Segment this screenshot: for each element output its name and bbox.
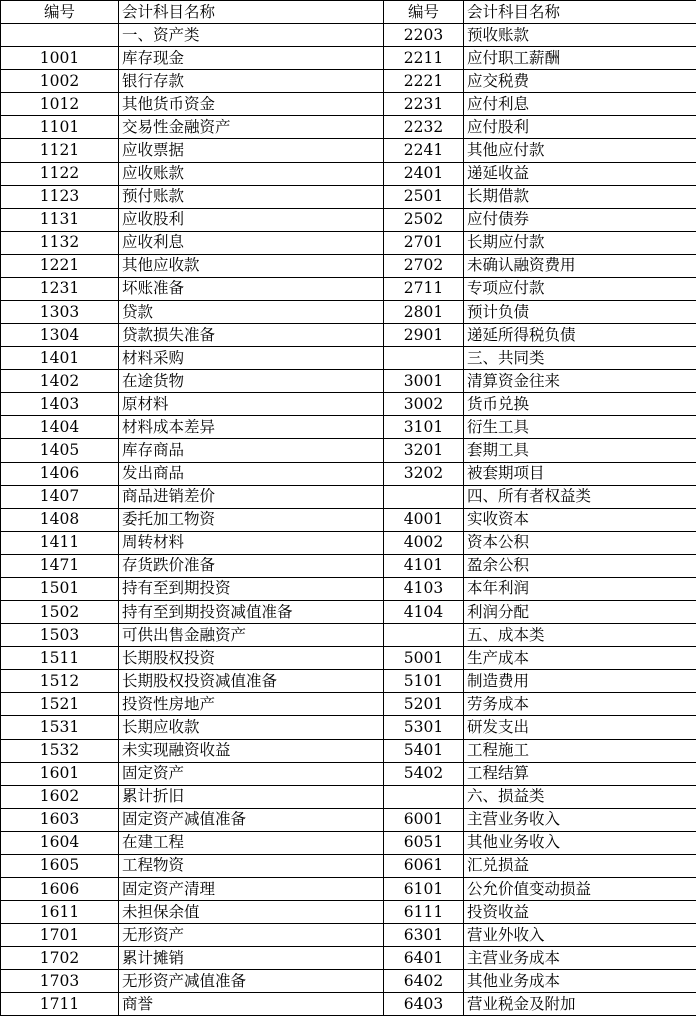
cell-name-left: 应收票据 [119, 139, 384, 162]
cell-name-left: 其他应收款 [119, 254, 384, 277]
cell-code-right: 5201 [384, 693, 464, 716]
cell-name-left: 长期股权投资 [119, 647, 384, 670]
table-row [1, 970, 696, 993]
cell-name-right: 递延收益 [464, 162, 696, 185]
table-row [1, 370, 696, 393]
table-row [1, 24, 696, 47]
cell-name-left: 预付账款 [119, 185, 384, 208]
cell-name-right: 应付股利 [464, 116, 696, 139]
table-row [1, 624, 696, 647]
cell-name-right: 五、成本类 [464, 624, 696, 647]
cell-code-left: 1611 [1, 901, 119, 924]
header-code-right: 编号 [384, 1, 464, 24]
cell-code-left: 1501 [1, 577, 119, 600]
cell-name-left: 委托加工物资 [119, 508, 384, 531]
cell-name-right: 货币兑换 [464, 393, 696, 416]
cell-name-left: 持有至到期投资减值准备 [119, 601, 384, 624]
cell-code-left: 1411 [1, 531, 119, 554]
cell-name-right: 投资收益 [464, 901, 696, 924]
cell-code-right: 4101 [384, 554, 464, 577]
cell-code-right: 6101 [384, 877, 464, 900]
cell-name-right: 盈余公积 [464, 554, 696, 577]
cell-name-right: 衍生工具 [464, 416, 696, 439]
table-row [1, 647, 696, 670]
cell-name-right: 预计负债 [464, 301, 696, 324]
cell-name-left: 商品进销差价 [119, 485, 384, 508]
table-row [1, 947, 696, 970]
cell-name-right: 未确认融资费用 [464, 254, 696, 277]
cell-name-left: 未实现融资收益 [119, 739, 384, 762]
cell-code-left: 1402 [1, 370, 119, 393]
table-row [1, 254, 696, 277]
cell-code-right: 2901 [384, 324, 464, 347]
cell-name-right: 营业税金及附加 [464, 993, 696, 1016]
cell-name-left: 投资性房地产 [119, 693, 384, 716]
header-name-right: 会计科目名称 [464, 1, 696, 24]
cell-code-left: 1405 [1, 439, 119, 462]
cell-code-right: 2801 [384, 301, 464, 324]
cell-code-right: 6001 [384, 808, 464, 831]
cell-name-left: 无形资产减值准备 [119, 970, 384, 993]
cell-code-left: 1408 [1, 508, 119, 531]
cell-code-right: 5301 [384, 716, 464, 739]
cell-name-right: 制造费用 [464, 670, 696, 693]
cell-name-left: 累计折旧 [119, 785, 384, 808]
cell-name-left: 库存现金 [119, 47, 384, 70]
cell-name-left: 应收账款 [119, 162, 384, 185]
cell-name-right: 预收账款 [464, 24, 696, 47]
cell-code-right: 2401 [384, 162, 464, 185]
cell-name-right: 劳务成本 [464, 693, 696, 716]
table-row [1, 139, 696, 162]
table-row [1, 762, 696, 785]
table-row [1, 854, 696, 877]
cell-name-left: 原材料 [119, 393, 384, 416]
table-row [1, 116, 696, 139]
cell-code-left: 1101 [1, 116, 119, 139]
cell-code-right: 4104 [384, 601, 464, 624]
cell-name-left: 贷款 [119, 301, 384, 324]
table-row [1, 508, 696, 531]
cell-code-right: 4001 [384, 508, 464, 531]
cell-code-left: 1605 [1, 854, 119, 877]
table-row [1, 831, 696, 854]
cell-code-left: 1602 [1, 785, 119, 808]
cell-code-right: 6061 [384, 854, 464, 877]
cell-code-left: 1012 [1, 93, 119, 116]
cell-code-right [384, 785, 464, 808]
cell-name-left: 工程物资 [119, 854, 384, 877]
cell-code-left: 1532 [1, 739, 119, 762]
cell-code-left: 1502 [1, 601, 119, 624]
table-row [1, 993, 696, 1016]
cell-name-left: 存货跌价准备 [119, 554, 384, 577]
cell-name-left: 无形资产 [119, 924, 384, 947]
table-row [1, 393, 696, 416]
cell-name-left: 在建工程 [119, 831, 384, 854]
cell-name-left: 累计摊销 [119, 947, 384, 970]
cell-code-right: 2232 [384, 116, 464, 139]
cell-code-left: 1407 [1, 485, 119, 508]
cell-code-right: 2231 [384, 93, 464, 116]
cell-name-right: 实收资本 [464, 508, 696, 531]
cell-name-right: 本年利润 [464, 577, 696, 600]
cell-name-right: 主营业务收入 [464, 808, 696, 831]
header-name-left: 会计科目名称 [119, 1, 384, 24]
header-code-left: 编号 [1, 1, 119, 24]
cell-code-left: 1123 [1, 185, 119, 208]
cell-name-right: 递延所得税负债 [464, 324, 696, 347]
cell-name-right: 其他应付款 [464, 139, 696, 162]
cell-code-left: 1503 [1, 624, 119, 647]
cell-name-left: 一、资产类 [119, 24, 384, 47]
cell-name-left: 未担保余值 [119, 901, 384, 924]
cell-code-right [384, 624, 464, 647]
cell-name-left: 周转材料 [119, 531, 384, 554]
cell-code-left: 1221 [1, 254, 119, 277]
cell-code-right [384, 347, 464, 370]
cell-code-left: 1512 [1, 670, 119, 693]
cell-name-right: 三、共同类 [464, 347, 696, 370]
cell-name-left: 材料采购 [119, 347, 384, 370]
cell-code-right: 6111 [384, 901, 464, 924]
cell-code-right: 3101 [384, 416, 464, 439]
table-row [1, 485, 696, 508]
cell-name-left: 材料成本差异 [119, 416, 384, 439]
header-row [1, 1, 696, 24]
cell-name-left: 应收股利 [119, 208, 384, 231]
table-row [1, 739, 696, 762]
cell-name-right: 长期借款 [464, 185, 696, 208]
cell-code-left: 1001 [1, 47, 119, 70]
cell-name-left: 库存商品 [119, 439, 384, 462]
cell-name-left: 长期股权投资减值准备 [119, 670, 384, 693]
cell-name-right: 主营业务成本 [464, 947, 696, 970]
table-row [1, 347, 696, 370]
cell-code-right: 5001 [384, 647, 464, 670]
cell-code-left: 1511 [1, 647, 119, 670]
cell-code-left: 1002 [1, 70, 119, 93]
cell-code-right: 3202 [384, 462, 464, 485]
cell-name-right: 利润分配 [464, 601, 696, 624]
cell-name-right: 资本公积 [464, 531, 696, 554]
cell-code-right: 2711 [384, 277, 464, 300]
cell-code-right [384, 485, 464, 508]
cell-code-left: 1132 [1, 231, 119, 254]
table-row [1, 416, 696, 439]
table-row [1, 301, 696, 324]
cell-name-right: 应付债券 [464, 208, 696, 231]
cell-name-right: 应交税费 [464, 70, 696, 93]
cell-name-right: 工程施工 [464, 739, 696, 762]
cell-code-left: 1401 [1, 347, 119, 370]
cell-name-left: 在途货物 [119, 370, 384, 393]
cell-code-left: 1601 [1, 762, 119, 785]
cell-name-left: 长期应收款 [119, 716, 384, 739]
cell-code-left: 1121 [1, 139, 119, 162]
table-row [1, 924, 696, 947]
cell-code-right: 2211 [384, 47, 464, 70]
cell-code-right: 2241 [384, 139, 464, 162]
cell-code-left: 1603 [1, 808, 119, 831]
table-row [1, 808, 696, 831]
cell-code-right: 5101 [384, 670, 464, 693]
table-row [1, 277, 696, 300]
cell-code-right: 3002 [384, 393, 464, 416]
table-row [1, 162, 696, 185]
cell-name-left: 坏账准备 [119, 277, 384, 300]
cell-name-left: 发出商品 [119, 462, 384, 485]
cell-code-right: 2203 [384, 24, 464, 47]
cell-name-right: 四、所有者权益类 [464, 485, 696, 508]
cell-name-right: 清算资金往来 [464, 370, 696, 393]
table-row [1, 439, 696, 462]
table-row [1, 554, 696, 577]
cell-code-right: 6051 [384, 831, 464, 854]
cell-name-right: 套期工具 [464, 439, 696, 462]
cell-name-right: 公允价值变动损益 [464, 877, 696, 900]
cell-code-right: 6402 [384, 970, 464, 993]
cell-code-left: 1471 [1, 554, 119, 577]
cell-name-right: 研发支出 [464, 716, 696, 739]
cell-code-left: 1131 [1, 208, 119, 231]
cell-code-left: 1231 [1, 277, 119, 300]
table-row [1, 577, 696, 600]
cell-name-left: 交易性金融资产 [119, 116, 384, 139]
cell-name-left: 持有至到期投资 [119, 577, 384, 600]
cell-name-right: 汇兑损益 [464, 854, 696, 877]
cell-code-left: 1406 [1, 462, 119, 485]
table-row [1, 70, 696, 93]
cell-code-left: 1701 [1, 924, 119, 947]
cell-code-right: 2501 [384, 185, 464, 208]
cell-name-left: 固定资产 [119, 762, 384, 785]
cell-code-left: 1606 [1, 877, 119, 900]
table-row [1, 185, 696, 208]
cell-name-right: 其他业务收入 [464, 831, 696, 854]
table-row [1, 601, 696, 624]
cell-code-left: 1403 [1, 393, 119, 416]
cell-name-left: 其他货币资金 [119, 93, 384, 116]
cell-name-left: 银行存款 [119, 70, 384, 93]
cell-name-right: 营业外收入 [464, 924, 696, 947]
cell-code-right: 2502 [384, 208, 464, 231]
cell-code-left: 1604 [1, 831, 119, 854]
cell-name-right: 六、损益类 [464, 785, 696, 808]
table-row [1, 693, 696, 716]
cell-code-right: 5402 [384, 762, 464, 785]
table-row [1, 231, 696, 254]
table-row [1, 93, 696, 116]
cell-code-left: 1521 [1, 693, 119, 716]
cell-code-left: 1702 [1, 947, 119, 970]
cell-name-right: 应付利息 [464, 93, 696, 116]
cell-code-right: 3201 [384, 439, 464, 462]
cell-code-right: 3001 [384, 370, 464, 393]
cell-name-right: 被套期项目 [464, 462, 696, 485]
table-row [1, 901, 696, 924]
cell-name-right: 其他业务成本 [464, 970, 696, 993]
table-row [1, 716, 696, 739]
table-row [1, 531, 696, 554]
cell-code-left [1, 24, 119, 47]
cell-code-left: 1122 [1, 162, 119, 185]
cell-name-left: 应收利息 [119, 231, 384, 254]
cell-name-right: 生产成本 [464, 647, 696, 670]
cell-code-left: 1711 [1, 993, 119, 1016]
cell-code-right: 2701 [384, 231, 464, 254]
cell-code-left: 1404 [1, 416, 119, 439]
cell-name-left: 固定资产减值准备 [119, 808, 384, 831]
cell-code-left: 1303 [1, 301, 119, 324]
table-row [1, 208, 696, 231]
cell-name-left: 固定资产清理 [119, 877, 384, 900]
cell-code-right: 6301 [384, 924, 464, 947]
cell-code-left: 1703 [1, 970, 119, 993]
cell-code-right: 2221 [384, 70, 464, 93]
table-row [1, 47, 696, 70]
cell-name-right: 长期应付款 [464, 231, 696, 254]
cell-name-left: 商誉 [119, 993, 384, 1016]
cell-code-right: 2702 [384, 254, 464, 277]
cell-code-left: 1304 [1, 324, 119, 347]
cell-name-left: 可供出售金融资产 [119, 624, 384, 647]
cell-name-right: 应付职工薪酬 [464, 47, 696, 70]
cell-code-right: 4103 [384, 577, 464, 600]
table-row [1, 670, 696, 693]
cell-code-right: 6401 [384, 947, 464, 970]
cell-name-right: 专项应付款 [464, 277, 696, 300]
cell-name-right: 工程结算 [464, 762, 696, 785]
table-row [1, 877, 696, 900]
table-row [1, 785, 696, 808]
table-row [1, 324, 696, 347]
cell-code-left: 1531 [1, 716, 119, 739]
cell-code-right: 6403 [384, 993, 464, 1016]
table-row [1, 462, 696, 485]
cell-name-left: 贷款损失准备 [119, 324, 384, 347]
cell-code-right: 4002 [384, 531, 464, 554]
cell-code-right: 5401 [384, 739, 464, 762]
